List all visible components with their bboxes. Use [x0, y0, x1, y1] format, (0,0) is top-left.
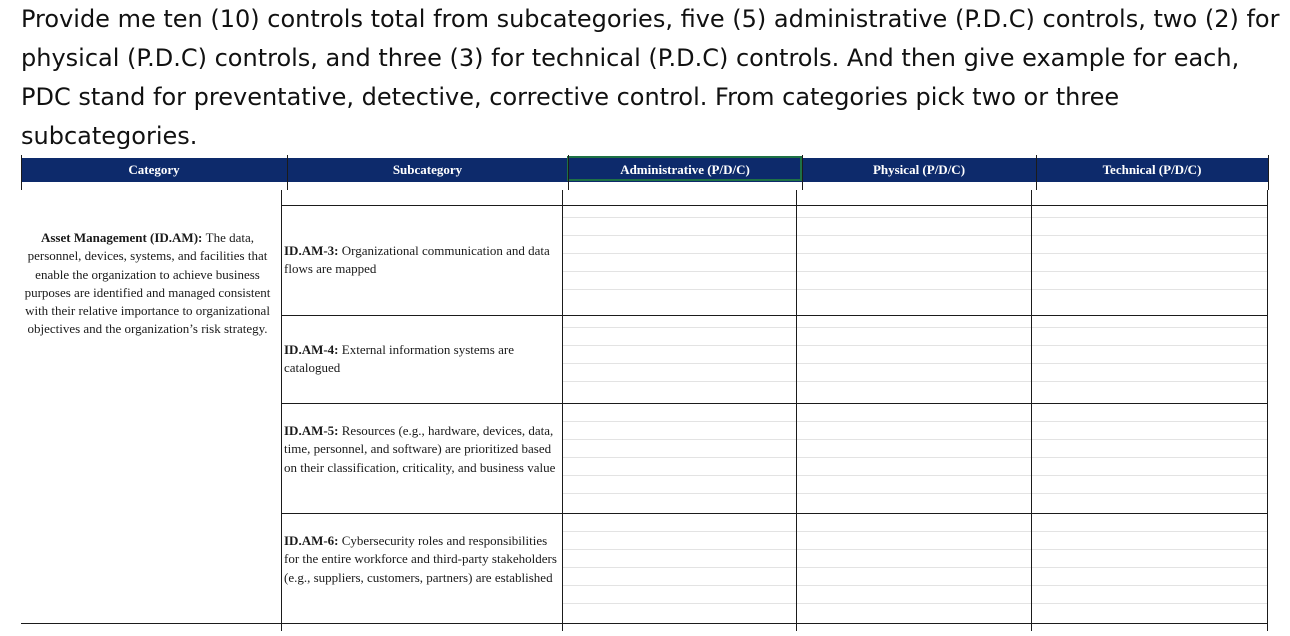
gridline: [562, 475, 1268, 476]
subcategory-id: ID.AM-5:: [284, 423, 342, 438]
gridline: [562, 271, 1268, 272]
subcategory-description: Organizational communication and data flows are mapped: [284, 243, 550, 277]
gridline: [562, 567, 1268, 568]
header-physical[interactable]: Physical (P/D/C): [872, 162, 966, 177]
gridline: [562, 439, 1268, 440]
column-border: [562, 190, 563, 631]
subcategory-description: External information systems are catalogued: [284, 342, 514, 376]
category-cell[interactable]: [19, 229, 276, 339]
header-subcategory[interactable]: Subcategory: [392, 162, 463, 177]
row-border: [281, 403, 1268, 404]
column-border: [281, 190, 282, 631]
column-border: [1267, 190, 1268, 631]
header-divider: [1036, 155, 1037, 190]
category-title: Asset Management (ID.AM):: [40, 230, 206, 245]
header-divider: [568, 155, 569, 190]
subcategory-id: ID.AM-4:: [284, 342, 342, 357]
row-border: [281, 205, 1268, 206]
gridline: [562, 585, 1268, 586]
gridline: [562, 421, 1268, 422]
prompt-text: Provide me ten (10) controls total from subcategories, five (5) administrative (P.D.C) controls, two (2) for physical (P.D.C) controls, and three (3) for technical (P.D.C) controls. And then give example for each, PDC stand for preventative, detective, corrective control. From categories pick two or three subcategories.: [21, 5, 1280, 150]
column-border: [1031, 190, 1032, 631]
gridline: [562, 603, 1268, 604]
gridline: [562, 327, 1268, 328]
gridline: [562, 345, 1268, 346]
header-technical[interactable]: Technical (P/D/C): [1102, 162, 1202, 177]
row-border: [281, 513, 1268, 514]
subcategory-id: ID.AM-3:: [284, 243, 342, 258]
gridline: [562, 457, 1268, 458]
subcategory-description: Cybersecurity roles and responsibilities for the entire workforce and third-party stakeholders (e.g., suppliers, customers, partners) are established: [284, 533, 557, 585]
spreadsheet-table: [0, 155, 1290, 636]
gridline: [562, 531, 1268, 532]
category-description: The data, personnel, devices, systems, and facilities that enable the organization to achieve business purposes are identified and managed consistent with their relative importance to organizational objectives and the organization’s risk strategy.: [24, 230, 271, 337]
header-divider: [802, 155, 803, 190]
gridline: [562, 381, 1268, 382]
selected-cell-outline: [567, 156, 802, 181]
header-divider: [21, 155, 22, 190]
subcategory-id: ID.AM-6:: [284, 533, 342, 548]
gridline: [562, 289, 1268, 290]
gridline: [562, 217, 1268, 218]
subcategory-cell[interactable]: [284, 532, 560, 587]
header-category[interactable]: Category: [128, 162, 180, 177]
subcategory-cell[interactable]: [284, 341, 560, 378]
header-administrative[interactable]: Administrative (P/D/C): [620, 162, 750, 177]
header-divider: [287, 155, 288, 190]
row-border: [21, 623, 1268, 624]
subcategory-cell[interactable]: [284, 422, 560, 477]
subcategory-description: Resources (e.g., hardware, devices, data, time, personnel, and software) are prioritized based on their classification, criticality, and business value: [284, 423, 556, 475]
gridline: [562, 549, 1268, 550]
gridline: [562, 235, 1268, 236]
header-divider: [1268, 155, 1269, 190]
column-border: [796, 190, 797, 631]
subcategory-cell[interactable]: [284, 242, 560, 279]
gridline: [562, 493, 1268, 494]
row-border: [281, 315, 1268, 316]
gridline: [562, 253, 1268, 254]
gridline: [562, 363, 1268, 364]
